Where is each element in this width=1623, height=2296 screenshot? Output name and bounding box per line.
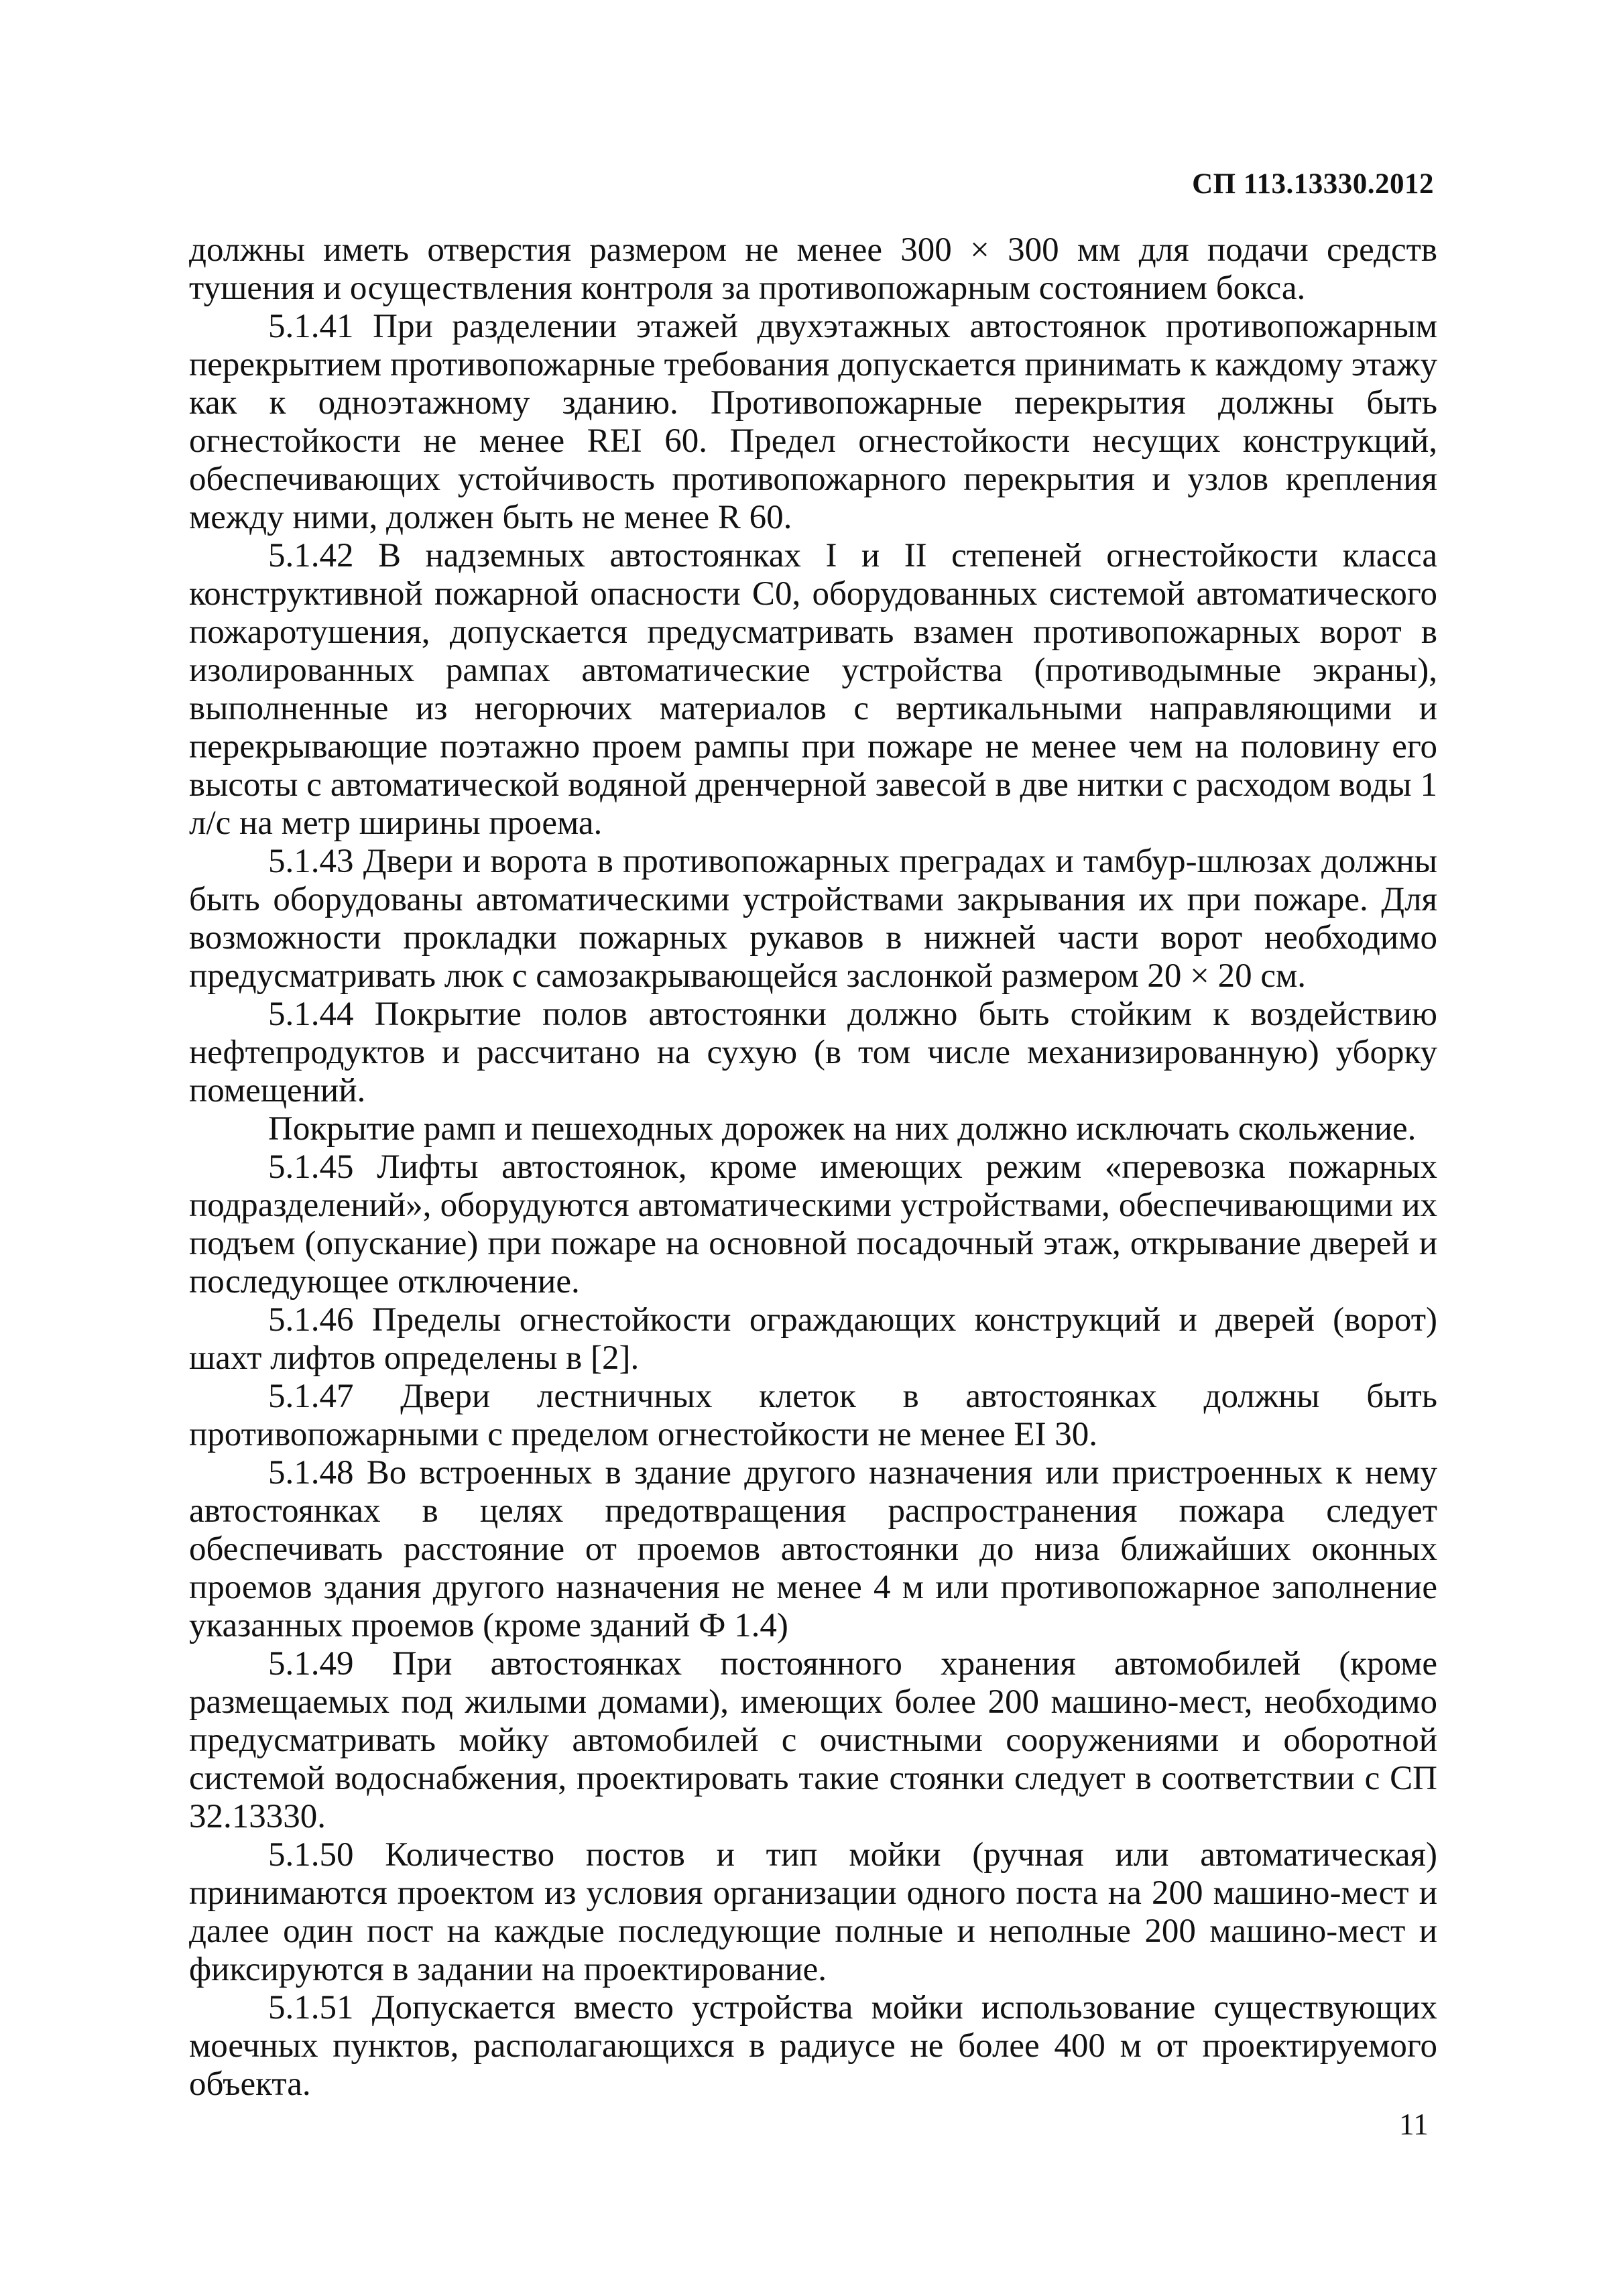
paragraph-5-1-51: 5.1.51 Допускается вместо устройства мойки использование существующих моечных пунктов, располагающихся в радиусе не более 400 м от проектируемого объекта.	[189, 1989, 1437, 2103]
paragraph-continuation: должны иметь отверстия размером не менее 300 × 300 мм для подачи средств тушения и осуществления контроля за противопожарным состоянием бокса.	[189, 231, 1437, 307]
paragraph-5-1-47: 5.1.47 Двери лестничных клеток в автостоянках должны быть противопожарными с пределом огнестойкости не менее EI 30.	[189, 1378, 1437, 1453]
paragraph-5-1-49: 5.1.49 При автостоянках постоянного хранения автомобилей (кроме размещаемых под жилыми домами), имеющих более 200 машино-мест, необходимо предусматривать мойку автомобилей с очистными сооружениями и оборотной системой водоснабжения, проектировать такие стоянки следует в соответствии с СП 32.13330.	[189, 1645, 1437, 1835]
document-body	[189, 231, 1437, 2104]
paragraph-5-1-50: 5.1.50 Количество постов и тип мойки (ручная или автоматическая) принимаются проектом из условия организации одного поста на 200 машино-мест и далее один пост на каждые последующие полные и неполные 200 машино-мест и фиксируются в задании на проектирование.	[189, 1836, 1437, 1988]
paragraph-ramps-coating: Покрытие рамп и пешеходных дорожек на них должно исключать скольжение.	[268, 1110, 1417, 1148]
page-number: 11	[1398, 2107, 1429, 2141]
paragraph-5-1-41: 5.1.41 При разделении этажей двухэтажных автостоянок противопожарным перекрытием противопожарные требования допускается принимать к каждому этажу как к одноэтажному зданию. Противопожарные перекрытия должны быть огнестойкости не менее REI 60. Предел огнестойкости несущих конструкций, обеспечивающих устойчивость противопожарного перекрытия и узлов крепления между ними, должен быть не менее R 60.	[189, 308, 1437, 536]
paragraph-5-1-42: 5.1.42 В надземных автостоянках I и II степеней огнестойкости класса конструктивной пожарной опасности С0, оборудованных системой автоматического пожаротушения, допускается предусматривать взамен противопожарных ворот в изолированных рампах автоматические устройства (противодымные экраны), выполненные из негорючих материалов с вертикальными направляющими и перекрывающие поэтажно проем рампы при пожаре не менее чем на половину его высоты с автоматической водяной дренчерной завесой в две нитки с расходом воды 1 л/с на метр ширины проема.	[189, 537, 1437, 842]
paragraph-5-1-44: 5.1.44 Покрытие полов автостоянки должно быть стойким к воздействию нефтепродуктов и рассчитано на сухую (в том числе механизированную) уборку помещений.	[189, 995, 1437, 1109]
paragraph-5-1-46: 5.1.46 Пределы огнестойкости ограждающих конструкций и дверей (ворот) шахт лифтов определены в [2].	[189, 1301, 1437, 1377]
paragraph-5-1-48: 5.1.48 Во встроенных в здание другого назначения или пристроенных к нему автостоянках в целях предотвращения распространения пожара следует обеспечивать расстояние от проемов автостоянки до низа ближайших оконных проемов здания другого назначения не менее 4 м или противопожарное заполнение указанных проемов (кроме зданий Ф 1.4)	[189, 1454, 1437, 1644]
paragraph-5-1-43: 5.1.43 Двери и ворота в противопожарных преградах и тамбур-шлюзах должны быть оборудованы автоматическими устройствами закрывания их при пожаре. Для возможности прокладки пожарных рукавов в нижней части ворот необходимо предусматривать люк с самозакрывающейся заслонкой размером 20 × 20 см.	[189, 843, 1437, 995]
paragraph-5-1-45: 5.1.45 Лифты автостоянок, кроме имеющих режим «перевозка пожарных подразделений», оборудуются автоматическими устройствами, обеспечивающими их подъем (опускание) при пожаре на основной посадочный этаж, открывание дверей и последующее отключение.	[189, 1148, 1437, 1301]
document-code-header: СП 113.13330.2012	[1192, 168, 1434, 200]
